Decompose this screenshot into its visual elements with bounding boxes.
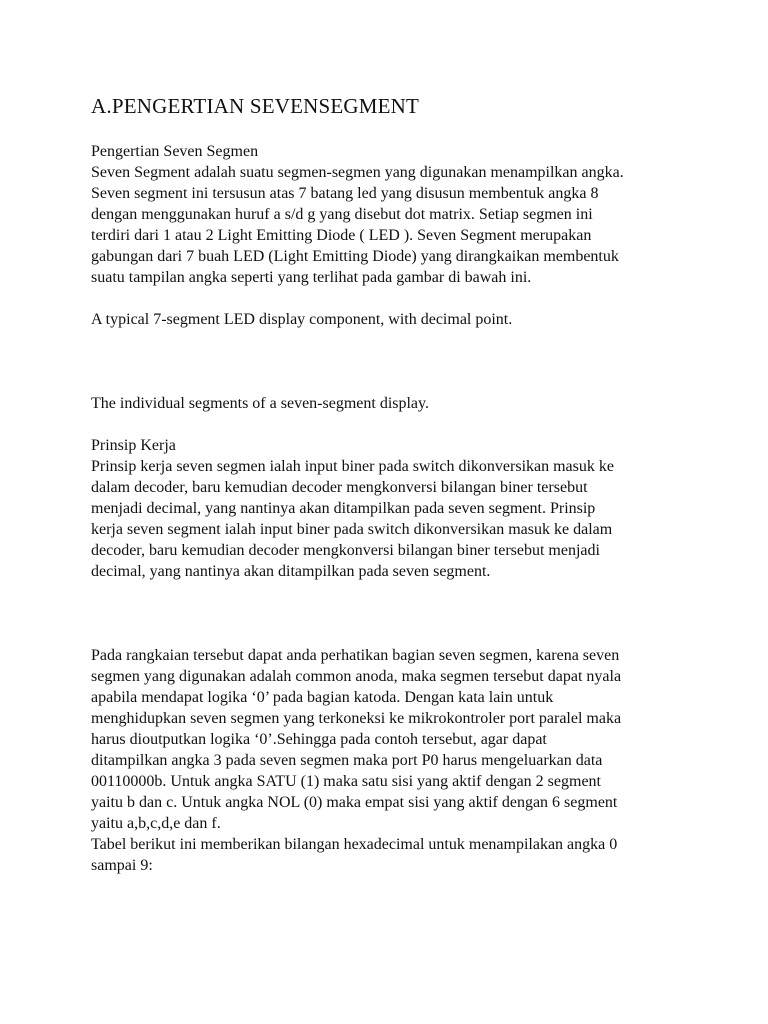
paragraph-line: sampai 9: — [91, 857, 153, 874]
paragraph-line: decoder, baru kemudian decoder mengkonversi bilangan biner tersebut menjadi — [91, 542, 600, 559]
document-page — [91, 92, 691, 876]
figure-caption: The individual segments of a seven-segment display. — [91, 395, 429, 412]
paragraph-line: yaitu a,b,c,d,e dan f. — [91, 815, 221, 832]
paragraph-line: harus dioutputkan logika ‘0’.Sehingga pada contoh tersebut, agar dapat — [91, 731, 547, 748]
paragraph-line: kerja seven segment ialah input biner pada switch dikonversikan masuk ke dalam — [91, 521, 613, 538]
section-subtitle: Prinsip Kerja — [91, 437, 176, 454]
paragraph-line: yaitu b dan c. Untuk angka NOL (0) maka empat sisi yang aktif dengan 6 segment — [91, 794, 618, 811]
paragraph-line: Seven segment ini tersusun atas 7 batang led yang disusun membentuk angka 8 — [91, 185, 599, 202]
figure-placeholder — [91, 582, 691, 645]
paragraph-line: menghidupkan seven segmen yang terkoneksi ke mikrokontroler port paralel maka — [91, 710, 622, 727]
paragraph-line: Seven Segment adalah suatu segmen-segmen yang digunakan menampilkan angka. — [91, 164, 624, 181]
paragraph-line: Prinsip kerja seven segmen ialah input biner pada switch dikonversikan masuk ke — [91, 458, 614, 475]
paragraph-spacer — [91, 288, 691, 309]
section-subtitle: Pengertian Seven Segmen — [91, 143, 259, 160]
paragraph-line: segmen yang digunakan adalah common anoda, maka segmen tersebut dapat nyala — [91, 668, 622, 685]
figure-placeholder — [91, 330, 691, 393]
paragraph-line: suatu tampilan angka seperti yang terlihat pada gambar di bawah ini. — [91, 269, 532, 286]
section-circuit-explanation — [91, 645, 691, 876]
paragraph-line: 00110000b. Untuk angka SATU (1) maka satu sisi yang aktif dengan 2 segment — [91, 773, 601, 790]
section-working-principle — [91, 435, 691, 582]
paragraph-line: gabungan dari 7 buah LED (Light Emitting Diode) yang dirangkaikan membentuk — [91, 248, 619, 265]
paragraph-line: apabila mendapat logika ‘0’ pada bagian katoda. Dengan kata lain untuk — [91, 689, 554, 706]
section-definition — [91, 141, 691, 288]
paragraph-spacer — [91, 414, 691, 435]
paragraph-line: Tabel berikut ini memberikan bilangan hexadecimal untuk menampilakan angka 0 — [91, 836, 618, 853]
paragraph-line: Pada rangkaian tersebut dapat anda perhatikan bagian seven segmen, karena seven — [91, 647, 620, 664]
paragraph-line: ditampilkan angka 3 pada seven segmen maka port P0 harus mengeluarkan data — [91, 752, 603, 769]
paragraph-line: decimal, yang nantinya akan ditampilkan pada seven segment. — [91, 563, 491, 580]
page-title: A.PENGERTIAN SEVENSEGMENT — [91, 94, 420, 118]
paragraph-line: menjadi decimal, yang nantinya akan ditampilkan pada seven segment. Prinsip — [91, 500, 596, 517]
figure-caption: A typical 7-segment LED display component, with decimal point. — [91, 311, 513, 328]
paragraph-line: dalam decoder, baru kemudian decoder mengkonversi bilangan biner tersebut — [91, 479, 588, 496]
paragraph-line: dengan menggunakan huruf a s/d g yang disebut dot matrix. Setiap segmen ini — [91, 206, 593, 223]
paragraph-line: terdiri dari 1 atau 2 Light Emitting Diode ( LED ). Seven Segment merupakan — [91, 227, 592, 244]
